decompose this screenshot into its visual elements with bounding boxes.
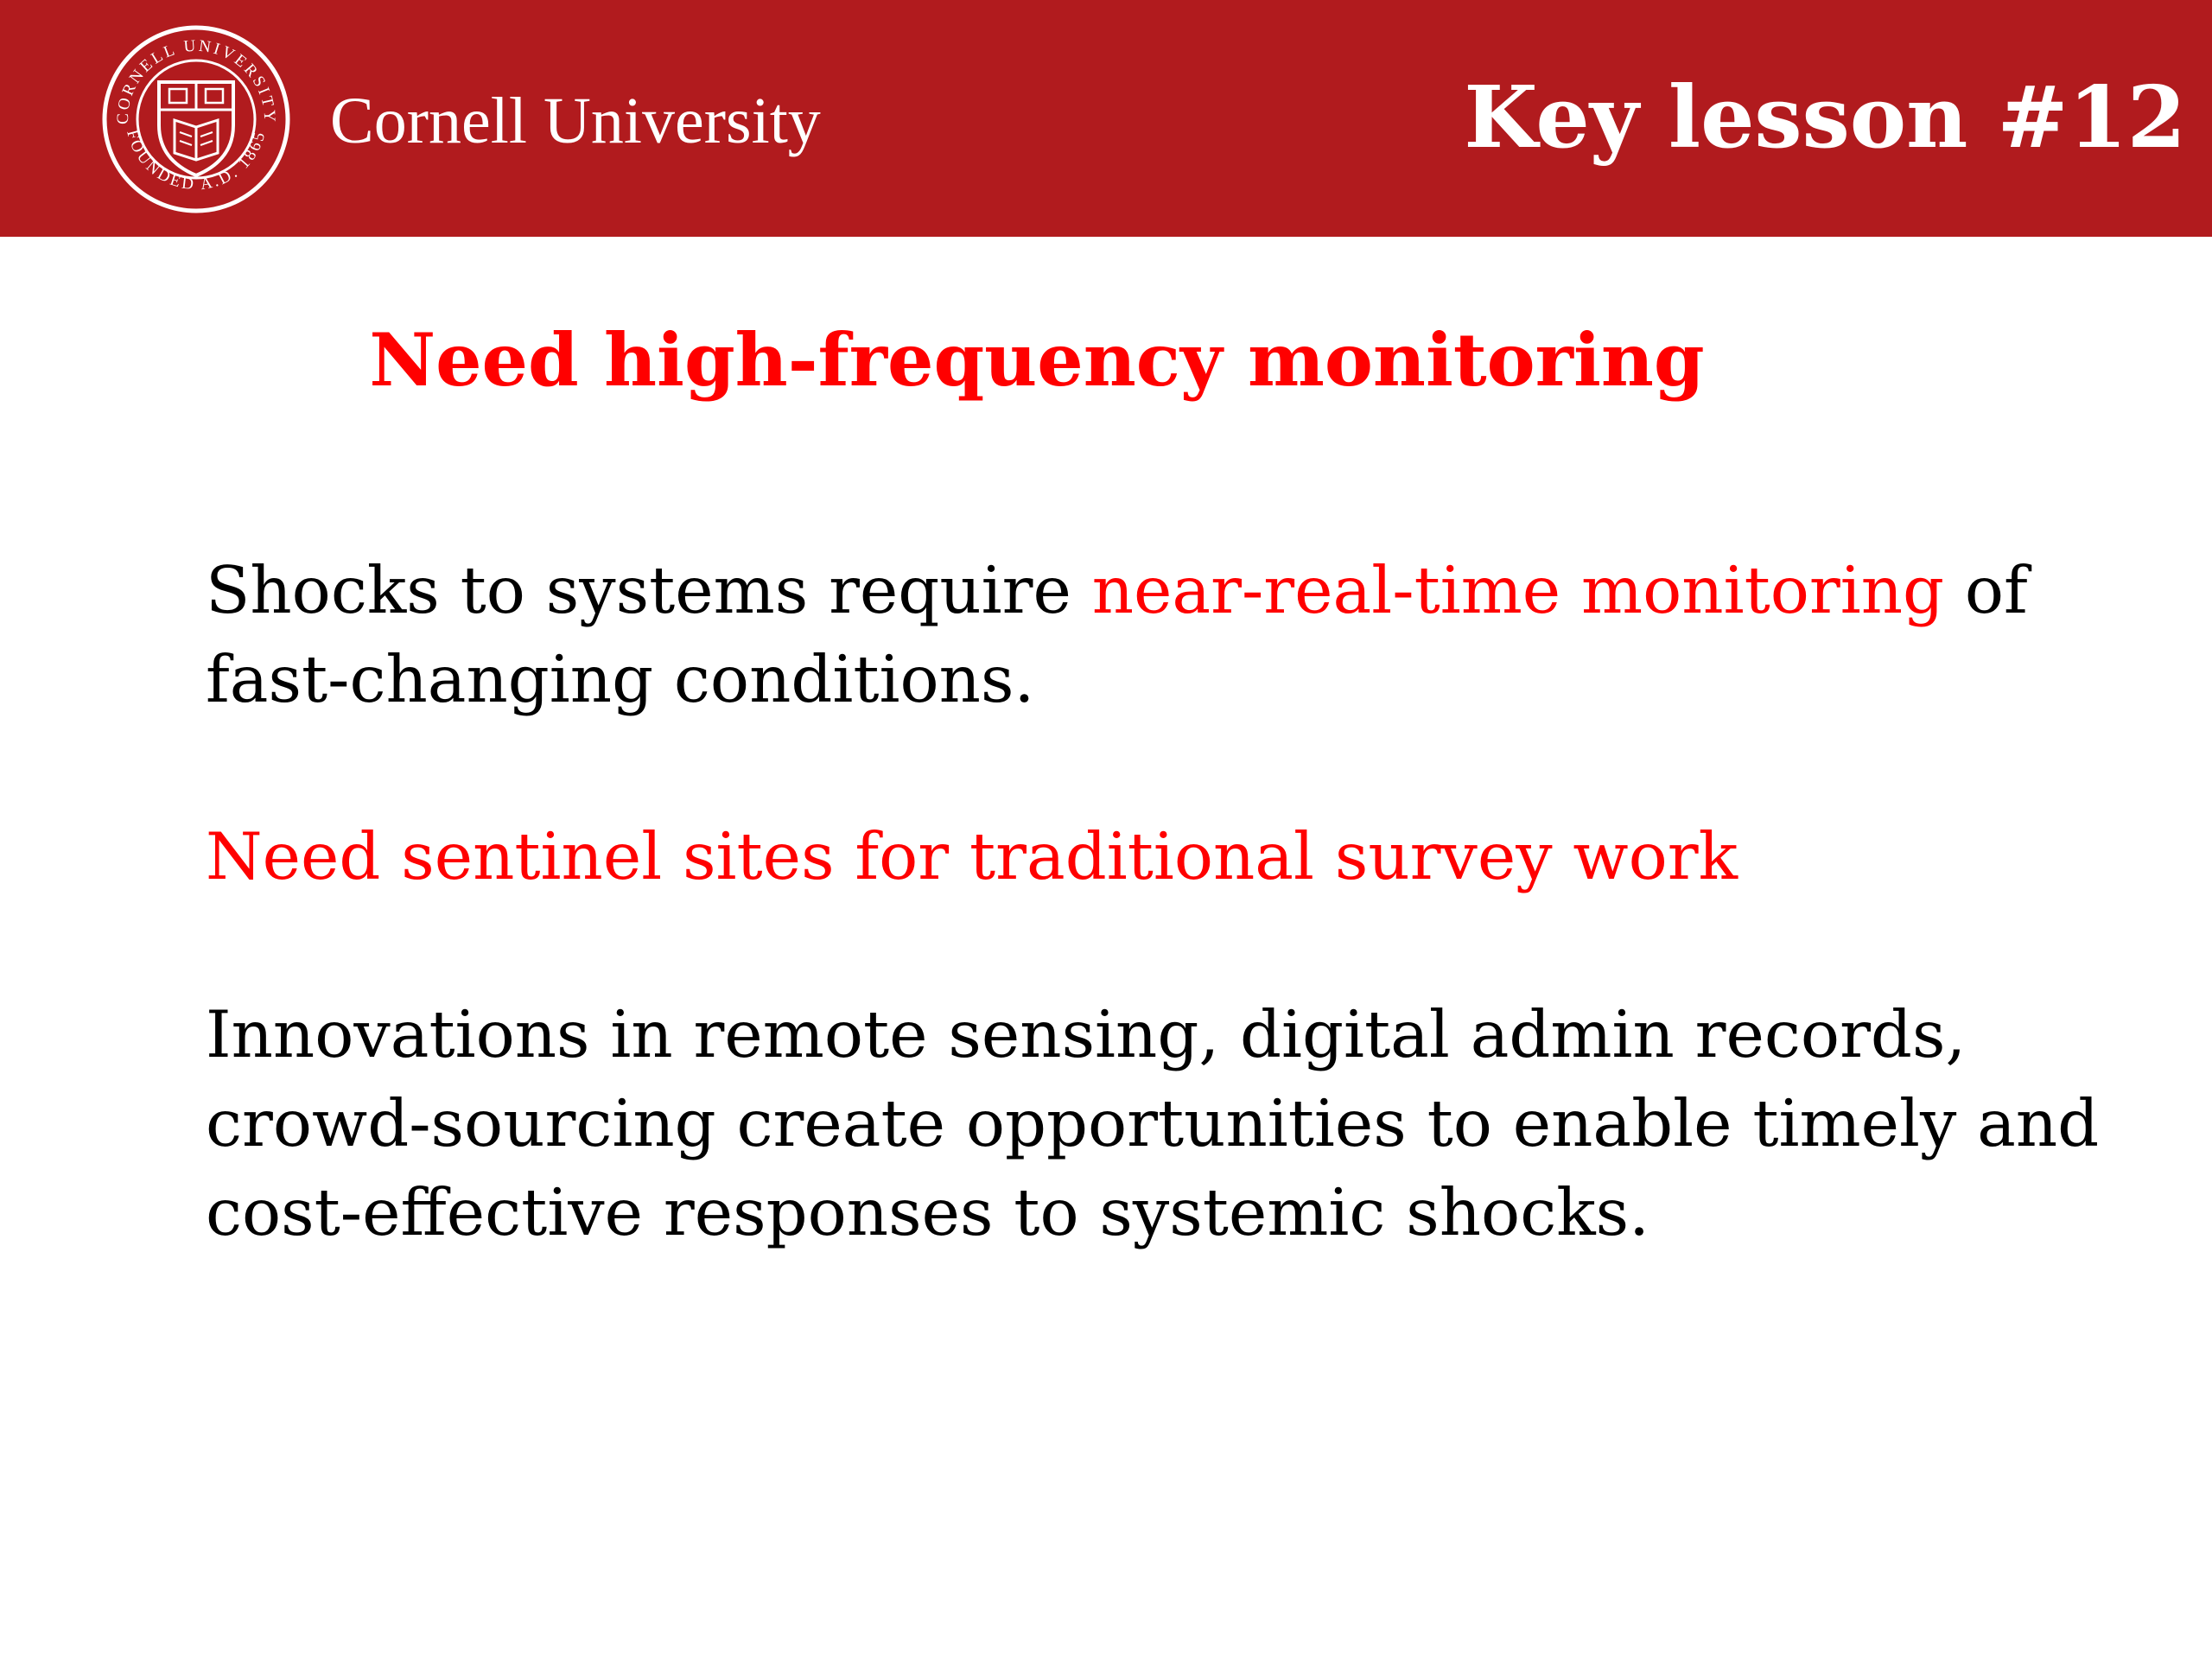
svg-text:FOUNDED A.D. 1865: FOUNDED A.D. 1865 <box>123 128 270 194</box>
university-wordmark: Cornell University <box>330 85 821 157</box>
svg-text:CORNELL UNIVERSITY: CORNELL UNIVERSITY <box>113 36 279 125</box>
paragraph-shocks-highlight: near-real-time monitoring <box>1091 552 1945 628</box>
paragraph-sentinel-sites: Need sentinel sites for traditional survey work <box>206 818 1738 894</box>
slide-header-title: Key lesson #12 <box>1464 68 2186 168</box>
header-bar <box>0 0 2212 237</box>
paragraph-shocks-tail: of fast-changing conditions. <box>206 552 2028 717</box>
paragraph-shocks <box>206 546 2184 724</box>
slide-title: Need high-frequency monitoring <box>369 317 1705 403</box>
paragraph-innovations: Innovations in remote sensing, digital admin records, crowd-sourcing create opportunities to enable timely and cost-effective responses to systemic shocks. <box>206 996 2100 1250</box>
paragraph-shocks-lead: Shocks to systems require <box>206 552 1092 628</box>
cornell-seal-logo <box>100 23 292 215</box>
